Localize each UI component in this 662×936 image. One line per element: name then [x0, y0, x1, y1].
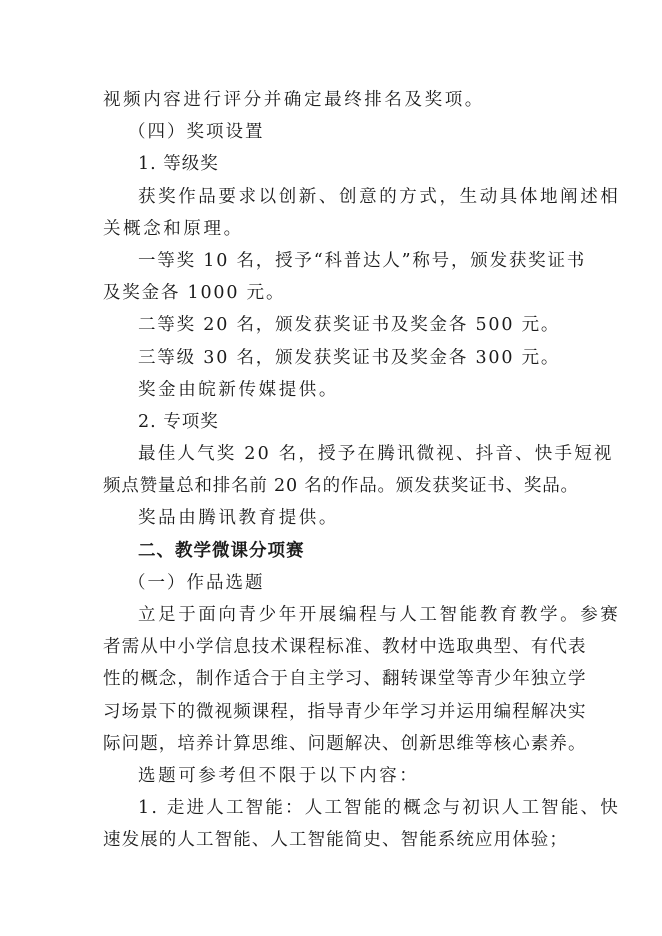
section-heading-micro-course: 二、教学微课分项赛 — [138, 540, 305, 561]
paragraph-line: 奖品由腾讯教育提供。 — [138, 508, 339, 529]
list-item-topic-1: 1. 走进人工智能：人工智能的概念与初识人工智能、快 — [138, 798, 620, 819]
paragraph-line: 三等级 30 名，颁发获奖证书及奖金各 300 元。 — [138, 347, 561, 368]
paragraph-line: 习场景下的微视频课程，指导青少年学习并运用编程解决实 — [103, 701, 587, 722]
paragraph-line: 关概念和原理。 — [103, 218, 244, 239]
paragraph-line: 获奖作品要求以创新、创意的方式，生动具体地阐述相 — [138, 186, 621, 207]
subheading-awards: （四）奖项设置 — [128, 122, 265, 143]
paragraph-line: 一等奖 10 名，授予“科普达人”称号，颁发获奖证书 — [138, 250, 587, 271]
paragraph-line: 视频内容进行评分并确定最终排名及奖项。 — [103, 90, 485, 110]
paragraph-line: 立足于面向青少年开展编程与人工智能教育教学。参赛 — [138, 605, 621, 625]
document-body — [103, 84, 621, 857]
paragraph-line: 选题可参考但不限于以下内容： — [138, 765, 420, 786]
paragraph-line: 者需从中小学信息技术课程标准、教材中选取典型、有代表 — [103, 637, 587, 658]
paragraph-line: 速发展的人工智能、人工智能简史、智能系统应用体验； — [103, 830, 568, 851]
list-item-special-award: 2. 专项奖 — [138, 411, 219, 432]
paragraph-line: 性的概念，制作适合于自主学习、翻转课堂等青少年独立学 — [103, 669, 587, 690]
paragraph-line: 最佳人气奖 20 名，授予在腾讯微视、抖音、快手短视 — [138, 444, 614, 465]
paragraph-line: 及奖金各 1000 元。 — [103, 283, 286, 304]
paragraph-line: 际问题，培养计算思维、问题解决、创新思维等核心素养。 — [103, 733, 587, 754]
subheading-topic-selection: （一）作品选题 — [128, 572, 265, 593]
paragraph-line: 频点赞量总和排名前 20 名的作品。颁发获奖证书、奖品。 — [103, 476, 579, 497]
paragraph-line: 二等奖 20 名，颁发获奖证书及奖金各 500 元。 — [138, 315, 561, 336]
paragraph-line: 奖金由皖新传媒提供。 — [138, 379, 339, 400]
list-item-grade-award: 1. 等级奖 — [138, 154, 219, 175]
